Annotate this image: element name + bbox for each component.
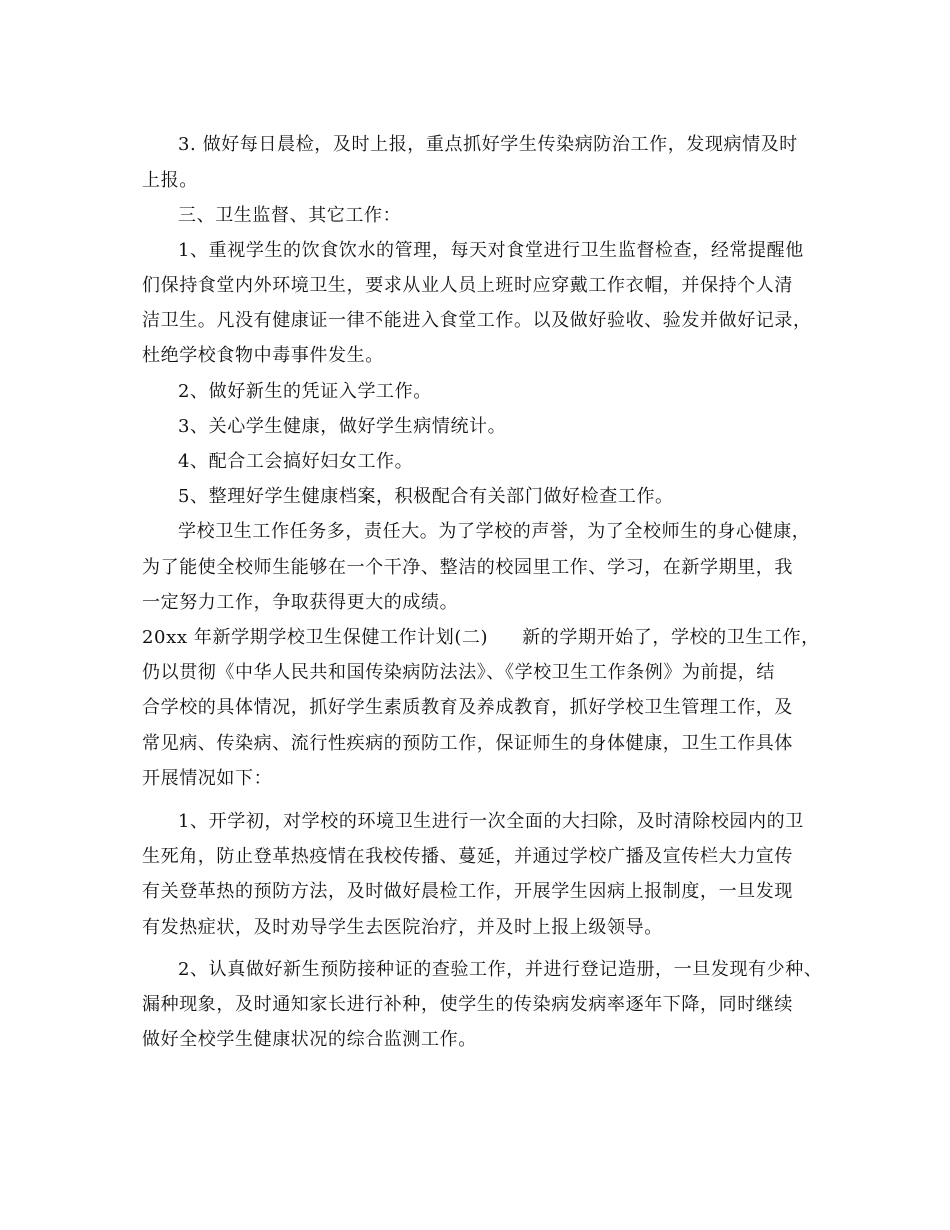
text-line: 有发热症状，及时劝导学生去医院治疗，并及时上报上级领导。 (142, 917, 663, 938)
text-line: 合学校的具体情况，抓好学生素质教育及养成教育，抓好学校卫生管理工作，及 (142, 697, 793, 718)
text-line: 上报。 (142, 170, 198, 191)
text-line: 3. 做好每日晨检，及时上报，重点抓好学生传染病防治工作，发现病情及时 (178, 134, 798, 155)
text-line: 学校卫生工作任务多，责任大。为了学校的声誉，为了全校师生的身心健康， (178, 521, 811, 542)
text-line: 5、整理好学生健康档案，积极配合有关部门做好检查工作。 (178, 486, 674, 507)
text-line: 4、配合工会搞好妇女工作。 (178, 451, 414, 472)
plan-title-line (142, 627, 820, 649)
text-line: 新的学期开始了，学校的卫生工作， (522, 627, 820, 648)
text-line: 杜绝学校食物中毒事件发生。 (142, 345, 384, 366)
text-line: 开展情况如下： (142, 768, 273, 789)
text-line: 洁卫生。凡没有健康证一律不能进入食堂工作。以及做好验收、验发并做好记录， (142, 310, 812, 331)
text-line: 漏种现象，及时通知家长进行补种，使学生的传染病发病率逐年下降，同时继续 (142, 994, 793, 1015)
text-line: 2、认真做好新生预防接种证的查验工作，并进行登记造册，一旦发现有少种、 (178, 959, 823, 980)
text-line: 们保持食堂内外环境卫生，要求从业人员上班时应穿戴工作衣帽，并保持个人清 (142, 275, 793, 296)
text-line: 有关登革热的预防方法，及时做好晨检工作，开展学生因病上报制度，一旦发现 (142, 881, 793, 902)
text-line: 做好全校学生健康状况的综合监测工作。 (142, 1029, 477, 1050)
text-line: 常见病、传染病、流行性疾病的预防工作，保证师生的身体健康，卫生工作具体 (142, 733, 793, 754)
text-line: 1、重视学生的饮食饮水的管理，每天对食堂进行卫生监督检查，经常提醒他 (178, 240, 804, 261)
plan-title: 20xx 年新学期学校卫生保健工作计划(二) (142, 627, 489, 648)
text-line: 一定努力工作，争取获得更大的成绩。 (142, 592, 459, 613)
text-line: 1、开学初，对学校的环境卫生进行一次全面的大扫除，及时清除校园内的卫 (178, 811, 804, 832)
text-line: 3、关心学生健康，做好学生病情统计。 (178, 416, 507, 437)
text-line: 生死角，防止登革热疫情在我校传播、蔓延，并通过学校广播及宣传栏大力宣传 (142, 846, 793, 867)
text-line: 为了能使全校师生能够在一个干净、整洁的校园里工作、学习，在新学期里，我 (142, 557, 793, 578)
text-line: 仍以贯彻《中华人民共和国传染病防法法》、《学校卫生工作条例》为前提，结 (142, 662, 775, 683)
text-line: 2、做好新生的凭证入学工作。 (178, 381, 432, 402)
section-heading: 三、卫生监督、其它工作： (178, 205, 402, 226)
